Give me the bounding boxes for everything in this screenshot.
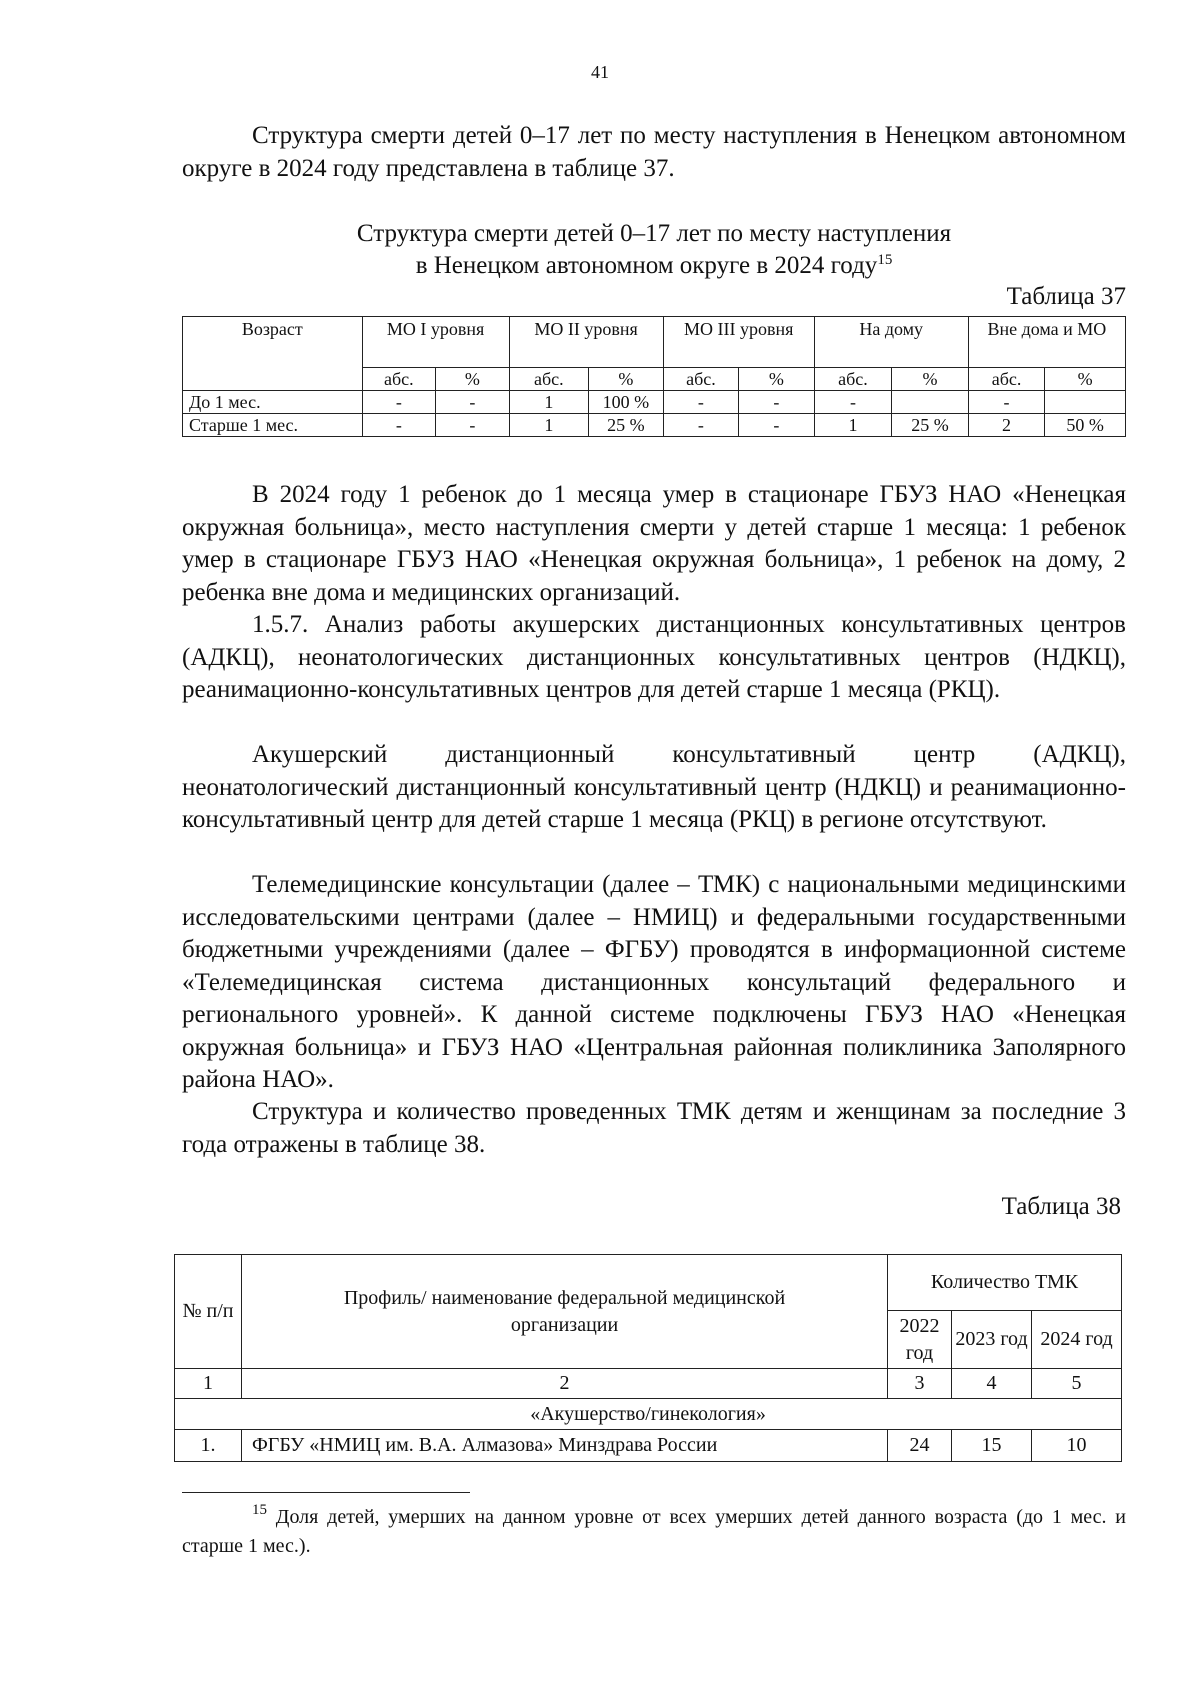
header-abs: абс. (968, 368, 1045, 391)
footnote-text: Доля детей, умерших на данном уровне от всех умерших детей данного возраста (до 1 мес. и старше 1 мес.). (182, 1506, 1127, 1557)
table-cell: 15 (952, 1430, 1032, 1462)
header-abs: абс. (509, 368, 589, 391)
table-cell: - (739, 391, 815, 414)
paragraph-1: В 2024 году 1 ребенок до 1 месяца умер в стационаре ГБУЗ НАО «Ненецкая окружная больница», место наступления смерти у детей старше 1 месяца: 1 ребенок умер в стационаре ГБУЗ НАО «Ненецкая окружная больница», 1 ребенок на дому, 2 ребенка вне дома и медицинских организаций. (182, 481, 1126, 606)
header-abs: абс. (362, 368, 435, 391)
table-row (175, 1430, 1122, 1462)
column-numbers-row (175, 1369, 1122, 1399)
header-year-2024: 2024 год (1032, 1311, 1122, 1369)
header-count: Количество ТМК (888, 1255, 1122, 1311)
header-pct: % (892, 368, 969, 391)
header-mo2: МО II уровня (509, 317, 663, 368)
column-number: 5 (1032, 1369, 1122, 1399)
header-pct: % (436, 368, 509, 391)
table-cell: 50 % (1045, 414, 1126, 437)
table37-caption (182, 218, 1126, 282)
table37-label: Таблица 37 (1006, 283, 1126, 310)
header-num: № п/п (175, 1255, 242, 1369)
table-cell: 100 % (589, 391, 663, 414)
header-abs: абс. (814, 368, 892, 391)
header-year-2022: 2022 год (888, 1311, 952, 1369)
page-number: 41 (591, 62, 609, 82)
header-age: Возраст (183, 317, 363, 391)
paragraph-2: 1.5.7. Анализ работы акушерских дистанционных консультативных центров (АДКЦ), неонатологических дистанционных консультативных центров (НДКЦ), реанимационно-консультативных центров для детей старше 1 месяца (РКЦ). (182, 611, 1126, 703)
table-cell: 25 % (892, 414, 969, 437)
table-cell (1045, 391, 1126, 414)
table-cell: 2 (968, 414, 1045, 437)
column-number: 2 (242, 1369, 888, 1399)
table37-caption-line2 (182, 250, 1126, 282)
table-cell: 1 (509, 414, 589, 437)
column-number: 3 (888, 1369, 952, 1399)
paragraph-4: Телемедицинские консультации (далее – ТМК) с национальными медицинскими исследовательскими центрами (далее – НМИЦ) и федеральными государственными бюджетными учреждениями (далее – ФГБУ) проводятся в информационной системе «Телемедицинская система дистанционных консультаций федерального и регионального уровней». К данной системе подключены ГБУЗ НАО «Ненецкая окружная больница» и ГБУЗ НАО «Центральная районная поликлиника Заполярного района НАО». (182, 871, 1126, 1093)
header-outside: Вне дома и МО (968, 317, 1125, 368)
header-pct: % (739, 368, 815, 391)
footnote-number: 15 (252, 1502, 267, 1518)
table37-caption-line1: Структура смерти детей 0–17 лет по месту наступления (356, 220, 952, 247)
table-cell: - (968, 391, 1045, 414)
table-cell: - (436, 414, 509, 437)
table37-caption-line2-text: в Ненецком автономном округе в 2024 году (415, 252, 878, 279)
table-cell: - (814, 391, 892, 414)
paragraph-3: Акушерский дистанционный консультативный центр (АДКЦ), неонатологический дистанционный консультативный центр (НДКЦ) и реанимационно-консультативный центр для детей старше 1 месяца (РКЦ) в регионе отсутствуют. (182, 741, 1126, 833)
table-38 (174, 1254, 1122, 1462)
table-cell: 1 (814, 414, 892, 437)
table-cell: - (739, 414, 815, 437)
table-cell: - (663, 414, 739, 437)
table-cell: 1 (509, 391, 589, 414)
row-number: 1. (175, 1430, 242, 1462)
table-row (183, 414, 1126, 437)
header-home: На дому (814, 317, 968, 368)
table-cell: - (663, 391, 739, 414)
table-cell: 10 (1032, 1430, 1122, 1462)
section-row: «Акушерство/гинекология» (175, 1399, 1122, 1430)
table-cell: 24 (888, 1430, 952, 1462)
footnote-ref: 15 (877, 252, 893, 268)
header-year-2023: 2023 год (952, 1311, 1032, 1369)
paragraph-5: Структура и количество проведенных ТМК детям и женщинам за последние 3 года отражены в таблице 38. (182, 1098, 1126, 1158)
header-pct: % (1045, 368, 1126, 391)
footnote-separator (182, 1492, 470, 1493)
header-abs: абс. (663, 368, 739, 391)
column-number: 1 (175, 1369, 242, 1399)
table-cell: 25 % (589, 414, 663, 437)
table38-label: Таблица 38 (1001, 1193, 1121, 1220)
table-cell: - (362, 391, 435, 414)
row-organization: ФГБУ «НМИЦ им. В.А. Алмазова» Минздрава России (242, 1430, 888, 1462)
table-37 (182, 316, 1126, 437)
header-mo3: МО III уровня (663, 317, 814, 368)
table-cell: - (362, 414, 435, 437)
header-mo1: МО I уровня (362, 317, 509, 368)
table-row (183, 391, 1126, 414)
header-pct: % (589, 368, 663, 391)
footnote (182, 1503, 1126, 1561)
row-label: Старше 1 мес. (183, 414, 363, 437)
intro-paragraph: Структура смерти детей 0–17 лет по месту наступления в Ненецком автономном округе в 2024 году представлена в таблице 37. (182, 122, 1126, 182)
header-profile: Профиль/ наименование федеральной медицинской организации (242, 1255, 888, 1369)
row-label: До 1 мес. (183, 391, 363, 414)
table-cell (892, 391, 969, 414)
column-number: 4 (952, 1369, 1032, 1399)
table-cell: - (436, 391, 509, 414)
